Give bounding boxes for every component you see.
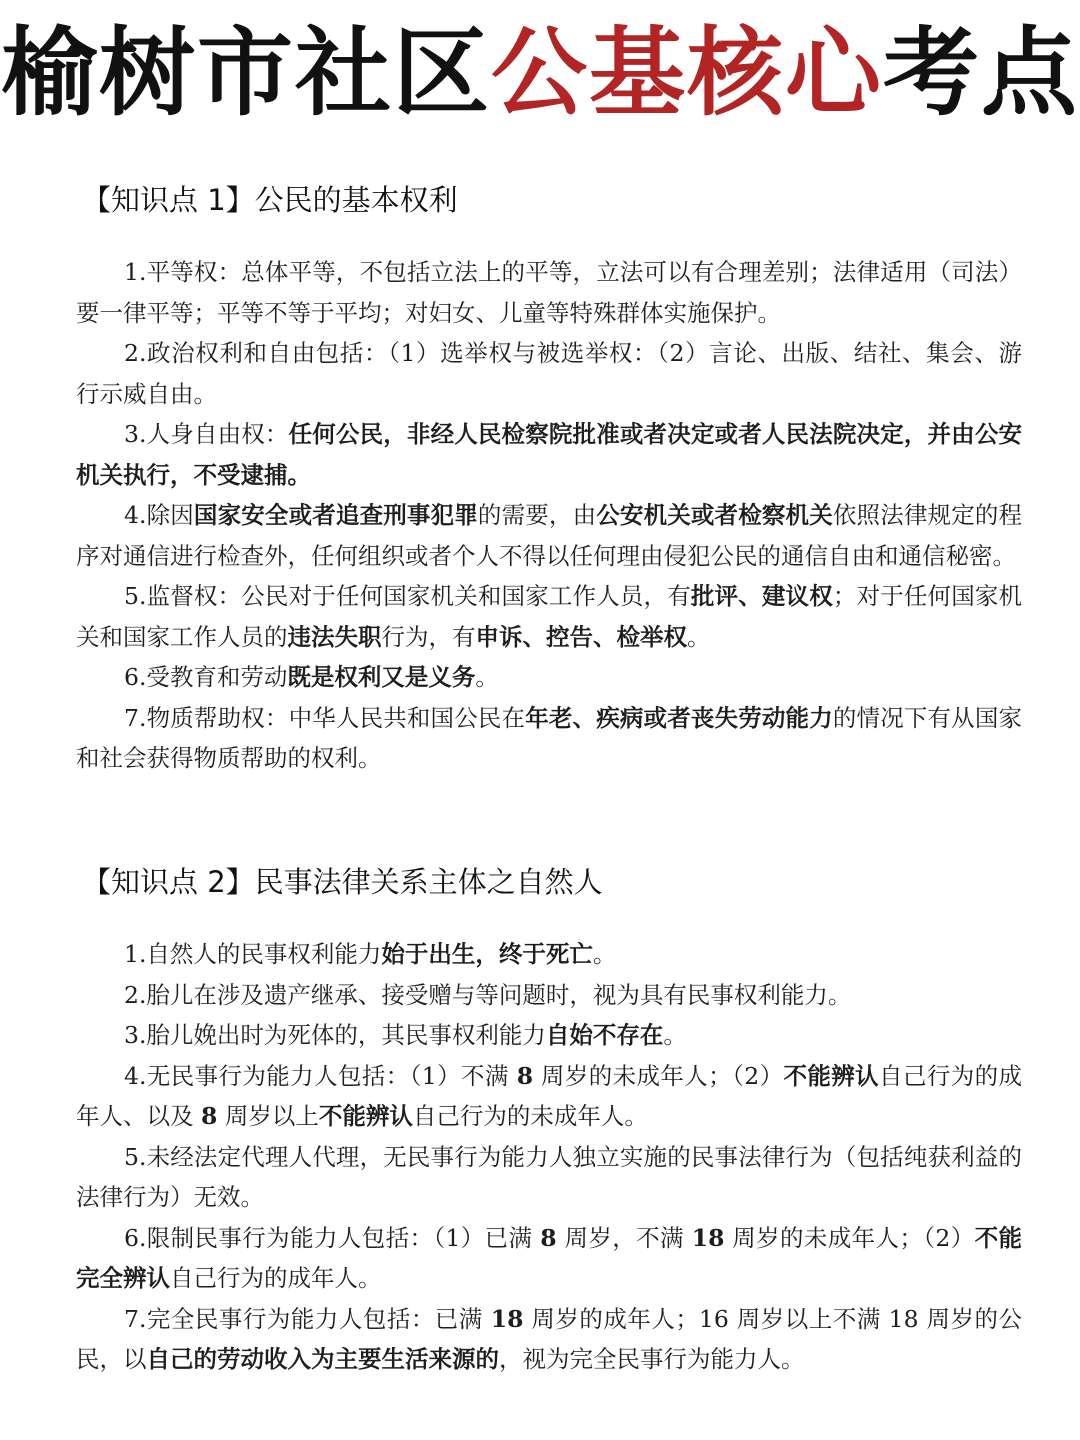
list-item	[76, 975, 1022, 1016]
emphasis-text: 国家安全或者追查刑事犯罪	[193, 501, 478, 529]
item-text: 周岁的成年人；16 周岁以上不满 18 周岁的公民，以	[76, 1304, 1022, 1373]
list-item	[76, 1056, 1022, 1137]
item-text: 。	[687, 622, 711, 651]
list-item	[76, 495, 1022, 576]
section-knowledge-point-1	[76, 180, 1022, 779]
list-item	[76, 934, 1022, 975]
item-text: ，视为完全民事行为能力人。	[499, 1345, 805, 1373]
item-text: 5.监督权：公民对于任何国家机关和国家工作人员，有	[124, 582, 691, 610]
emphasis-text: 批评、建议权	[690, 582, 833, 610]
emphasis-text: 自己的劳动收入为主要生活来源的	[146, 1345, 499, 1373]
item-list	[76, 934, 1022, 1380]
item-text: 的需要，由	[477, 501, 597, 529]
emphasis-text: 自始不存在	[545, 1021, 664, 1049]
emphasis-text: 不能辨认	[318, 1102, 413, 1130]
section-heading: 【知识点 1】公民的基本权利	[82, 183, 458, 217]
item-text: 5.未经法定代理人代理，无民事行为能力人独立实施的民事法律行为（包括纯获利益的法律行为）无效。	[76, 1142, 1022, 1211]
list-item	[76, 1137, 1022, 1218]
item-text: 周岁的未成年人；（2）	[533, 1061, 784, 1090]
emphasis-text: 既是权利又是义务	[287, 663, 476, 691]
list-item	[76, 414, 1022, 495]
list-item	[76, 576, 1022, 657]
item-text: 。	[475, 663, 499, 691]
page-title	[0, 18, 1080, 128]
emphasis-text: 始于出生，终于死亡	[381, 940, 593, 968]
emphasis-text: 8	[540, 1223, 557, 1252]
item-text: 1.自然人的民事权利能力	[124, 940, 382, 968]
item-text: 2.政治权利和自由包括：（1）选举权与被选举权：（2）言论、出版、结社、集会、游行示威自由。	[76, 339, 1022, 408]
item-text: 的情况下有从国家和社会获得物质帮助的权利。	[76, 703, 1023, 772]
emphasis-text: 不能完全辨认	[76, 1223, 1023, 1292]
item-text: 周岁的未成年人；（2）	[724, 1223, 975, 1252]
item-text: 自己行为的成年人。	[170, 1264, 382, 1292]
list-item	[76, 1299, 1022, 1380]
item-text: 3.胎儿娩出时为死体的，其民事权利能力	[124, 1021, 546, 1049]
emphasis-text: 不能辨认	[783, 1061, 880, 1090]
item-text: 1.平等权：总体平等，不包括立法上的平等，立法可以有合理差别；法律适用（司法）要一律平等；平等不等于平均；对妇女、儿童等特殊群体实施保护。	[76, 258, 1022, 327]
item-text: 周岁，不满	[556, 1223, 692, 1252]
emphasis-text: 违法失职	[287, 622, 382, 651]
emphasis-text: 申诉、控告、检举权	[475, 622, 687, 651]
item-text: 6.受教育和劳动	[124, 663, 288, 691]
emphasis-text: 8	[200, 1102, 218, 1130]
list-item	[76, 252, 1022, 333]
item-text: 2.胎儿在涉及遗产继承、接受赠与等问题时，视为具有民事权利能力。	[124, 980, 852, 1009]
item-text: 。	[663, 1021, 687, 1049]
list-item	[76, 1015, 1022, 1056]
item-text: 周岁以上	[217, 1102, 319, 1130]
emphasis-text: 公安机关或者检察机关	[596, 501, 833, 529]
title-part-3: 考点	[883, 17, 1079, 129]
item-text: 。	[592, 940, 617, 968]
item-text: 依照法律规定的程序对通信进行检查外，任何组织或者个人不得以任何理由侵犯公民的通信自由和通信秘密。	[76, 501, 1023, 570]
item-text: 7.物质帮助权：中华人民共和国公民在	[124, 703, 526, 732]
title-part-1: 榆树市社区	[1, 17, 491, 129]
emphasis-text: 18	[490, 1304, 524, 1333]
emphasis-text: 任何公民，非经人民检察院批准或者决定或者人民法院决定，并由公安机关执行，不受逮捕。	[76, 420, 1023, 489]
list-item	[76, 333, 1022, 414]
item-list	[76, 252, 1022, 779]
emphasis-text: 年老、疾病或者丧失劳动能力	[525, 703, 833, 732]
item-text: ；对于任何国家机关和国家工作人员的	[76, 582, 1023, 651]
list-item	[76, 698, 1022, 779]
item-text: 7.完全民事行为能力人包括：已满	[124, 1304, 491, 1333]
item-text: 4.除因	[124, 501, 194, 529]
emphasis-text: 18	[691, 1223, 725, 1252]
list-item	[76, 1218, 1022, 1299]
list-item	[76, 657, 1022, 698]
emphasis-text: 8	[516, 1061, 534, 1090]
item-text: 自己行为的成年人、以及	[76, 1061, 1023, 1130]
section-heading: 【知识点 2】民事法律关系主体之自然人	[82, 865, 603, 899]
item-text: 4.无民事行为能力人包括：（1）不满	[124, 1061, 517, 1090]
item-text: 行为，有	[381, 622, 476, 651]
title-highlight: 公基核心	[491, 17, 883, 129]
item-text: 6.限制民事行为能力人包括：（1）已满	[124, 1223, 541, 1252]
item-text: 自己行为的未成年人。	[412, 1102, 648, 1130]
item-text: 3.人身自由权：	[124, 420, 289, 448]
section-knowledge-point-2	[76, 862, 1022, 1380]
